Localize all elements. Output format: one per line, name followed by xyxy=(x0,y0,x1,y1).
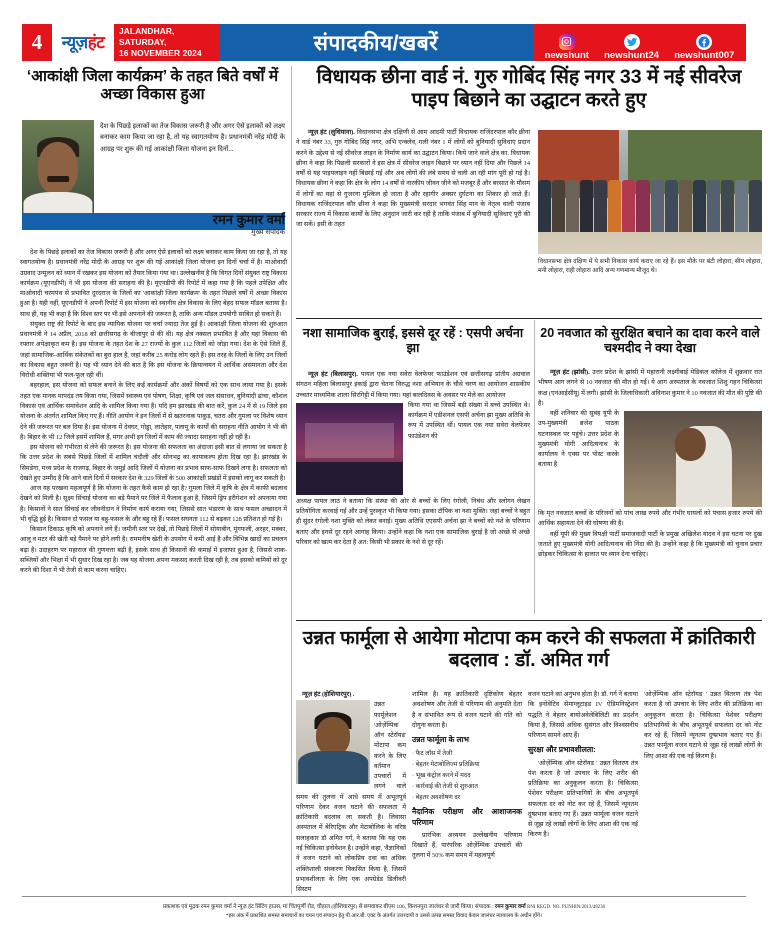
editorial-paragraph: इस योजना को गंभीरता से लेने की जरूरत है। इस योजना की सफलता का अंदाजा इसी बात से लगाया जा सकता है कि उत्तर प्रदेश के सबसे पिछड़े जिलों में शामिल चंदौली और सोनभद्र का कायाकल्प होता दिख रहा है। झारखंड के सिमडेगा, मध्य प्रदेश के राजगढ़, बिहार के जमुई आदि जिलों में योजना का प्रभाव साफ-साफ दिखने लगा है। सफलता को देखते हुए उम्मीद है कि आने वाले दिनों में सरकार देश के 329 जिलों के 500 आकांक्षी प्रखंडों में इसको लागू कर सकती है। xyxy=(20,444,287,482)
nasha-story-text-3: अध्यक्ष पायल लाठ ने बताया कि संस्था की ओर से बच्चों के लिए रंगोली, निबंध और स्लोगन लेखन प्रतियोगिता करवाई गई और उन्हें पुरस्कृत भी किया गया। इसका टॉपिक था नशा मुक्ति। जहां बच्चों ने बहुत ही सुंदर रंगोली नशा मुक्ति को लेकर बनाई। मुख्य अतिथि एएसपी अर्चना झा ने बच्चों को नशे के परिणाम बताए और इनसे दूर रहने आगाह किया। उन्होंने कहा कि नशा एक सामाजिक बुराई है जो अच्छे से अच्छे परिवार को खत्म कर देता है अत: किसी भी प्रकार के नशे से दूर रहें। xyxy=(296,497,530,546)
instagram-icon xyxy=(559,34,575,50)
footer-divider xyxy=(22,896,746,897)
main-story-photo-caption: विधानसभा क्षेत्र दक्षिण में ये सभी विकास कार्य कराए जा रहे हैं। इस मौके पर बंटी लोहारा, सीप लोहारा, मनी लोहारा, राही लोहारा आदि अन्य गणमान्य मौजूद थे। xyxy=(538,259,762,275)
bottom-story-text-4: वजन घटाने का अनुभव होता है। डॉ. गर्ग ने बताया कि इनोवेटिव सेमाग्लूटाइड IV ऐडिमनिस्ट्रेशन पद्धति ने बेहतर बायोअवेलेबिलिटी का प्रदर्शन किया है, जिससे अधिक सुसंगत और विश्वसनीय परिणाम सामने आए हैं। xyxy=(528,691,638,740)
edition-date xyxy=(114,24,219,61)
column-divider-1 xyxy=(291,66,292,894)
social-instagram[interactable] xyxy=(545,34,589,61)
footer-imprint-text: प्रकाशक एवं मुद्रक रमन कुमार वर्मा ने न्यूज़ हंट प्रिंटिंग हाउस, मां चिंतपूर्णी रोड, चौहाल (होशियारपुर) से छपवाकर बीएस 106, किशनपुरा जालंधर से जारी किया। संपादक : xyxy=(162,904,495,910)
bottom-story-text-6: 'ओज़ेंम्पिक ऑन स्टेरॉयड ' उन्नत वितरण तंत्र पेश करता है जो उपचार के लिए शरीर की प्रतिक्रिया का अनुकूलन करता है। चिकित्सा पेशेवर परीक्षण प्रतिभागियों के बीच अभूतपूर्व सफलता दर को नोट कर रहे हैं, जिसमें न्यूनतम दुष्प्रभाव बताए गए हैं। उन्नत फार्मूला वजन घटाने से जूझ रहे लाखों लोगों के लिए आशा की एक नई किरण है। xyxy=(644,691,762,760)
jhansi-story-text-3: कि मृत नवजात बच्चों के परिजनों को पांच लाख रुपये और गंभीर घायलों को पचास हजार रुपये की आर्थिक सहायता देने की घोषणा की है। xyxy=(538,510,762,528)
nasha-story-headline: नशा सामाजिक बुराई, इससे दूर रहें : एसपी अर्चना झा xyxy=(302,326,524,355)
editorial-body xyxy=(20,248,287,893)
section-divider-1 xyxy=(296,318,762,319)
logo-word-news: न्यूज़ xyxy=(61,33,88,52)
jhansi-story-headline: 20 नवजात को सुरक्षित बचाने का दावा करने वाले चश्मदीद ने क्या देखा xyxy=(540,326,760,355)
main-story-dateline: न्यूज़ हंट (लुधियाना). xyxy=(308,129,355,136)
benefit-item: · फैट लॉस में तेजी xyxy=(412,748,522,759)
nasha-story-text-2: किया गया था जिसमें बड़ी संख्या में बच्चे उपस्थित थे। कार्यक्रम में एडीशनल एसपी अर्चना झा मुख्य अतिथि के रूप में उपस्थित थीं। पायल एक नया सवेरा वेलफेयर फाउंडेशन की xyxy=(408,401,530,440)
bottom-story-column-1 xyxy=(296,690,406,894)
footer-imprint xyxy=(22,903,746,912)
edition-date-line2: 16 NOVEMBER 2024 xyxy=(119,47,202,58)
facebook-icon xyxy=(696,34,712,50)
editor-role: मुख्य संपादक xyxy=(251,228,285,236)
masthead xyxy=(22,24,746,61)
social-instagram-label: newshunt xyxy=(544,49,589,61)
bottom-story-text-3: प्रारंभिक अध्ययन उल्लेखनीय परिणाम दिखाते हैं, पारंपरिक ओज़ेंम्पिक उपचारों की तुलना में 50% कम समय में महत्वपूर्ण xyxy=(412,831,522,860)
jhansi-story-dateline: न्यूज़ हंट (झांसी). xyxy=(550,369,590,376)
bottom-story-subheading-trials: नैदानिक परीक्षण और आशाजनक परिणाम xyxy=(412,807,522,827)
benefit-item: · कार्रवाई की तेजी से शुरुआत xyxy=(412,781,522,792)
nasha-story-text-1: पायल एक नया सवेरा वेलफेयर फाउंडेशन एवं छत्तीसगढ़ प्रांतीय अग्रवाल संगठन महिला बिलासपुर इकाई द्वारा चेतना विरुद्ध नशा अभियान के चौथे चरण का आयोजन शासकीय उच्चतर माध्यमिक शाला सिरगिट्टी में किया गया। यहां बालदिवस के अवसर पर मेले का आयोजन xyxy=(296,371,530,399)
social-facebook[interactable] xyxy=(674,34,734,61)
section-title: संपादकीय/खबरें xyxy=(219,24,533,61)
jhansi-story-text-2: वहीं शनिवार की सुबह यूपी के उप-मुख्यमंत्री ब्रजेश पाठक घटनास्थल पर पहुंचे। उत्तर प्रदेश के मुख्यमंत्री योगी आदित्यनाथ के कार्यालय ने एक्स पर पोस्ट करके बताया है xyxy=(538,410,619,469)
footer-editor-name: रमन कुमार वर्मा xyxy=(494,904,526,910)
bottom-story-column-2 xyxy=(412,690,522,890)
twitter-icon xyxy=(624,34,640,50)
main-story-headline: विधायक छीना वार्ड नं. गुरु गोबिंद सिंह नगर 33 में नई सीवरेज पाइप बिछाने का उद्घाटन करते हुए xyxy=(316,66,742,111)
jhansi-story-body xyxy=(538,368,762,613)
jhansi-story-text-4: वहीं यूपी की मुख्य विपक्षी पार्टी समाजवादी पार्टी के प्रमुख अखिलेश यादव ने इस घटना पर दुख जताते हुए मुख्यमंत्री योगी आदित्यनाथ की निंदा की है। उन्होंने कहा है कि मुख्यमंत्री को चुनाव प्रचार छोड़कर चिकित्सा के हालात पर ध्यान देना चाहिए। xyxy=(538,530,762,559)
editorial-headline: ‘आकांक्षी जिला कार्यक्रम’ के तहत बिते वर्षों में अच्छा विकास हुआ xyxy=(26,68,279,104)
footer-registration: RNI REGD. NO. PUNHIN/2013/48236 xyxy=(527,905,606,910)
footer xyxy=(22,903,746,920)
bottom-story-column-3 xyxy=(528,690,638,890)
nasha-story-body xyxy=(296,370,530,615)
bottom-story-doctor-photo xyxy=(296,700,370,784)
bottom-story-text-2: शामिल है। यह क्रांतिकारी दृष्टिकोण बेहतर अवशोषण और तेजी से परिणाम की अनुमति देता है व संभावित रूप से वजन घटाने की गति को दोगुना करता है। xyxy=(412,691,522,729)
editor-portrait-photo xyxy=(22,120,94,220)
nasha-story-photo xyxy=(296,403,403,495)
jhansi-story-photo xyxy=(624,411,762,507)
main-story-body xyxy=(296,128,530,313)
bottom-story-text-1: उन्नत फार्मूलेशन 'ओज़ेंम्पिक ऑन स्टेरॉयड' मोटापा कम करने के लिए वर्तमान उपचारों में लगने वाले समय की तुलना में आधे समय में अभूतपूर्व परिणाम देकर वजन घटाने की सफलता में क्रांतिकारी बदलाव ला सकती है। लिवासा अस्पताल में बेरिएट्रिक और मेटाबोलिक के वरिष्ठ सलाहकार डॉ अमित गर्ग, ने बताया कि यह एक नई चिकित्सा इनोवेशन है। उन्होंने कहा, 'वैज्ञानिकों ने वजन घटाने को लोकप्रिय दवा का अधिक शक्तिशाली संस्करण विकसित किया है, जिसमें प्रभावशीलता के लिए एक अपग्रेडेड डिलीवरी सिस्टम xyxy=(296,701,406,894)
publication-logo xyxy=(52,24,114,61)
editorial-paragraph: संयुक्त राष्ट्र की रिपोर्ट के बाद इस न्यायिक योजना पर चर्चा ज्यादा तेज हुई है। आकांक्षी जिला योजना की शुरुआत प्रधानमंत्री ने 14 अप्रैल, 2018 को छत्तीसगढ़ के बीजापुर से की थी। यह क्षेत्र नक्सल प्रभावित है और यहां विकास की रफ्तार अपेक्षाकृत कम है। इस योजना के तहत देश के 27 राज्यों के कुल 112 जिलों को जोड़ा गया। देश के ऐसे जिले हैं, जहां सामाजिक-आर्थिक संकेतकों का बुरा हाल है, जहां करीब 25 करोड़ लोग रहते हैं। इस तरह के जिलों के लिए उन जिलों का विकास बहुत जरूरी है। यह भी ध्यान देने की बात है कि इस योजना के क्रियान्वयन में आर्थिक असमानता और देश विरोधी शक्तियां भी फल-फूल रही थीं। xyxy=(20,320,287,380)
bottom-story-dateline: न्यूज़ हंट (होशियारपुर) . xyxy=(302,691,355,698)
page-number: 4 xyxy=(22,24,52,61)
editorial-paragraph: आज यह परखना महत्वपूर्ण है कि योजना के तहत कैसे काम हो रहा है? गुमला जिले में कृषि के क्षेत्र में काफी बदलाव देखने को मिली है। सूक्ष्म सिंचाई योजना का बड़े पैमाने पर जिले में फैलाव हुआ है, जिसमें ड्रिप इरीगेशन को अपनाया गया है। किसानों ने सात सिंचाई कर जीवनीदान ने निर्माण कार्य कराया गया, जिससे सात भंडारण के साथ फसल अच्छादन में भी वृद्धि हुई है। किसान दो फसल या बहु-फसल के और बहु रहे हैं। फसल सघनता 112 से बढ़कर 128 प्रतिशत हो गई है। xyxy=(20,485,287,523)
benefit-item: · भूख कंट्रोल करने में मदद xyxy=(412,770,522,781)
nasha-story-dateline: न्यूज़ हंट (बिलासपुर). xyxy=(308,371,358,378)
editorial-paragraph: देश के पिछड़े इलाकों का तेज विकास जरूरी है और अगर ऐसे इलाकों को लक्ष्य बनाकर काम किया जा रहा है, तो यह स्वागतयोग्य है। प्रधानमंत्री नरेंद्र मोदी के आग्रह पर शुरू की गई आकांक्षी जिला योजना इन दिनों चर्चा में है। माओवादी उग्रवाद उन्मूलन को ध्यान में रखकर इस योजना को तैयार किया गया था। उल्लेखनीय है कि विगत दिनों संयुक्त राष्ट्र विकास कार्यक्रम (यूएनडीपी) ने भी इस योजना की सराहना की है। यूएनडीपी की रिपोर्ट में कहा गया है कि पहले उपेक्षित और माओवादी चरमपंथ से प्रभावित दूरदराज के जिलों का 'आकांक्षी जिला कार्यक्रम' के तहत पिछले वर्षों में अच्छा विकास हुआ है। यही नहीं, यूएनडीपी ने अपनी रिपोर्ट में इस योजना को स्थानीय क्षेत्र विकास के लिए बेहद सफल मॉडल बताया है। साथ ही, यह भी कहा है कि विश्व स्तर पर भी इसे अपनाने की जरूरत है, ताकि अन्य मॉडल उपयोगी साबित हो सकते हैं। xyxy=(20,249,287,318)
jhansi-story-text-1: उत्तर प्रदेश के झांसी में महारानी लक्ष्मीबाई मेडिकल कॉलेज में शुक्रवार रात भीषण आग लगने से 10 नवजात की मौत हो गई। ये आग अस्पताल के नवजात शिशु गहन चिकित्सा कक्ष (एनआईसीयू) में लगी। झांसी के जिलाधिकारी अविनाश कुमार ने 10 नवजात की मौत की पुष्टि की है। xyxy=(538,369,762,407)
footer-disclaimer: *इस अंक में प्रकाशित समस्त समाचारों का चयन एवं संपादन हेतु पी.आर.बी. एक्ट के अंतर्गत उत्तरदायी व उससे उत्पन्न समस्त विवाद केवल जालंधर न्यायालय के अधीन होंगे। xyxy=(225,912,543,919)
benefit-item: · बेहतर मेटाबोलिज्म प्रतिक्रिया xyxy=(412,759,522,770)
editor-name: रमन कुमार वर्मा xyxy=(212,212,285,227)
editorial-paragraph: किसान टिकाऊ कृषि को अपनाने लगे हैं। जमीनी स्तर पर देखें, तो पिछड़े जिलों में सोयाबीन, मूंगफली, अरहर, मक्का, आलू व मटर की खेती बड़े पैमाने पर होने लगी है। राममनीष खेती के उपयोग में कमी आई है और विभिन्न खादों का प्रचलन बढ़ा है। उदाहरण पर महाराज की गुणवत्ता बढ़ी है, इसके साथ ही किसानों की कमाई में इजाफा हुआ है, जिससे शाक-सब्जियों और भिक्षा में भी सुधार दिख रहा है। जब यह योजना अपना मकसद करती दिख रही है, तब इसको कमियों को दूर करने की दिशा में भी तेजी से काम करना चाहिए। xyxy=(20,526,287,575)
section-divider-2 xyxy=(296,620,762,621)
logo-word-hunt: हंट xyxy=(87,33,105,52)
bottom-story-subheading-benefits: उन्नत फार्मूला के लाभ xyxy=(412,735,469,745)
bottom-story-subheading-safety: सुरक्षा और प्रभावशीलता: xyxy=(528,745,596,755)
benefit-item: · बेहतर अवशोषण दर xyxy=(412,792,522,803)
bottom-story-benefits-list xyxy=(412,748,522,803)
bottom-story-text-5: 'ओज़ेंम्पिक ऑन स्टेरॉयड ' उन्नत वितरण तंत्र पेश करता है जो उपचार के लिए शरीर की प्रतिक्रिया का अनुकूलन करता है। चिकित्सा पेशेवर परीक्षण प्रतिभागियों के बीच अभूतपूर्व सफलता दर को नोट कर रहे हैं, जिसमें न्यूनतम दुष्प्रभाव बताए गए हैं। उन्नत फार्मूला वजन घटाने से जूझ रहे लाखों लोगों के लिए आशा की एक नई किरण है। xyxy=(528,759,638,839)
editorial-intro-text: देश के पिछड़े इलाकों का तेज विकास जरूरी है और अगर ऐसे इलाकों को लक्ष्य बनाकर काम किया जा रहा है, तो यह स्वागतयोग्य है। प्रधानमंत्री नरेंद्र मोदी के आग्रह पर शुरू की गई आकांक्षी जिला योजना इन दिनों... xyxy=(100,123,285,153)
social-twitter[interactable] xyxy=(604,34,659,61)
main-story-photo xyxy=(538,130,762,254)
edition-date-line1: JALANDHAR, SATURDAY, xyxy=(119,26,175,48)
column-divider-2 xyxy=(534,320,535,614)
social-twitter-label: newshunt24 xyxy=(604,49,660,61)
editorial-paragraph: बहरहाल, इस योजना को सफल बनाने के लिए कई कार्यक्रमों और अंकों विषयों को एक साथ लाया गया है। इसके तहत एक मानक मापदंड तय किया गया, जिसमें स्वास्थ्य एवं पोषण, शिक्षा, कृषि एवं जल संसाधन, बुनियादी ढांचा, कौशल विकास एवं आर्थिक समावेशन आदि के शामिल किया गया है। यदि हम झारखंड की बात करें, कुल 24 में से 19 जिले इस योजना के अंतर्गत शामिल किए गए हैं। नीति आयोग ने इन जिलों में से खतरनाक पाकुड़, चतरा और गुमला पर विशेष ध्यान देने की जरूरत पर बल दिया है। इस योजना में देवघर, गोड्डा, लातेहार, पलामू के कार्यों की सराहना नीति आयोग ने भी की है। बिहार के भी 12 जिले इसमें शामिल हैं, मगर अभी इन जिलों में काम की ज्यादा सराहना नहीं हो रही है। xyxy=(20,382,287,441)
social-facebook-label: newshunt007 xyxy=(674,49,735,61)
social-links xyxy=(533,24,746,61)
bottom-story-headline: उन्नत फार्मूला से आयेगा मोटापा कम करने की सफलता में क्रांतिकारी बदलाव : डॉ. अमित गर्ग xyxy=(302,628,756,672)
main-story-text: विधानसभा क्षेत्र दक्षिणी से आम आदमी पार्टी विधायक राजिंदरपाल कौर छीना ने वार्ड नंबर 33, गुरु गोबिंद सिंह नगर, अभि एन्क्लेव, गली नंबर 1 में लोगों को बुनियादी सुविधाएं प्रदान करने के उद्देश्य से नई सीवरेज लाइन के निर्माण कार्य का उद्घाटन किया। किये जाने वाले क्षेत्र का. विधायक छीना ने कहा कि पिछली सरकारों ने इस क्षेत्र में सीवरेज लाइन बिछाने पर ध्यान नहीं दिया और पिछले 14 वर्षों से यह पाइपलाइन नहीं बिछाई गई और अब लोगों की लंबे समय से चली आ रही मांग पूरी हो गई है। विधायक छीना ने कहा कि क्षेत्र के लोग 14 वर्षों से नारकीय जीवन जीने को मजबूर हैं और बरसात के मौसम में लोगों का यहां से गुजरना मुश्किल हो जाता है और रहागीर अक्सर दुर्घटना का शिकार हो जाते हैं। विधायक राजिंदरपाल कौर छीना ने कहा कि मुख्यमंत्री सरदार भगवंत सिंह मान के नेतृत्व वाली पंजाब सरकार राज्य में विकास कार्यों के लिए अनुदान जारी कर रही है ताकि पंजाब में बुनियादी सुविधाएं पूरी की जा सकें। इसी के तहत xyxy=(296,129,530,229)
bottom-story-column-4 xyxy=(644,690,762,890)
